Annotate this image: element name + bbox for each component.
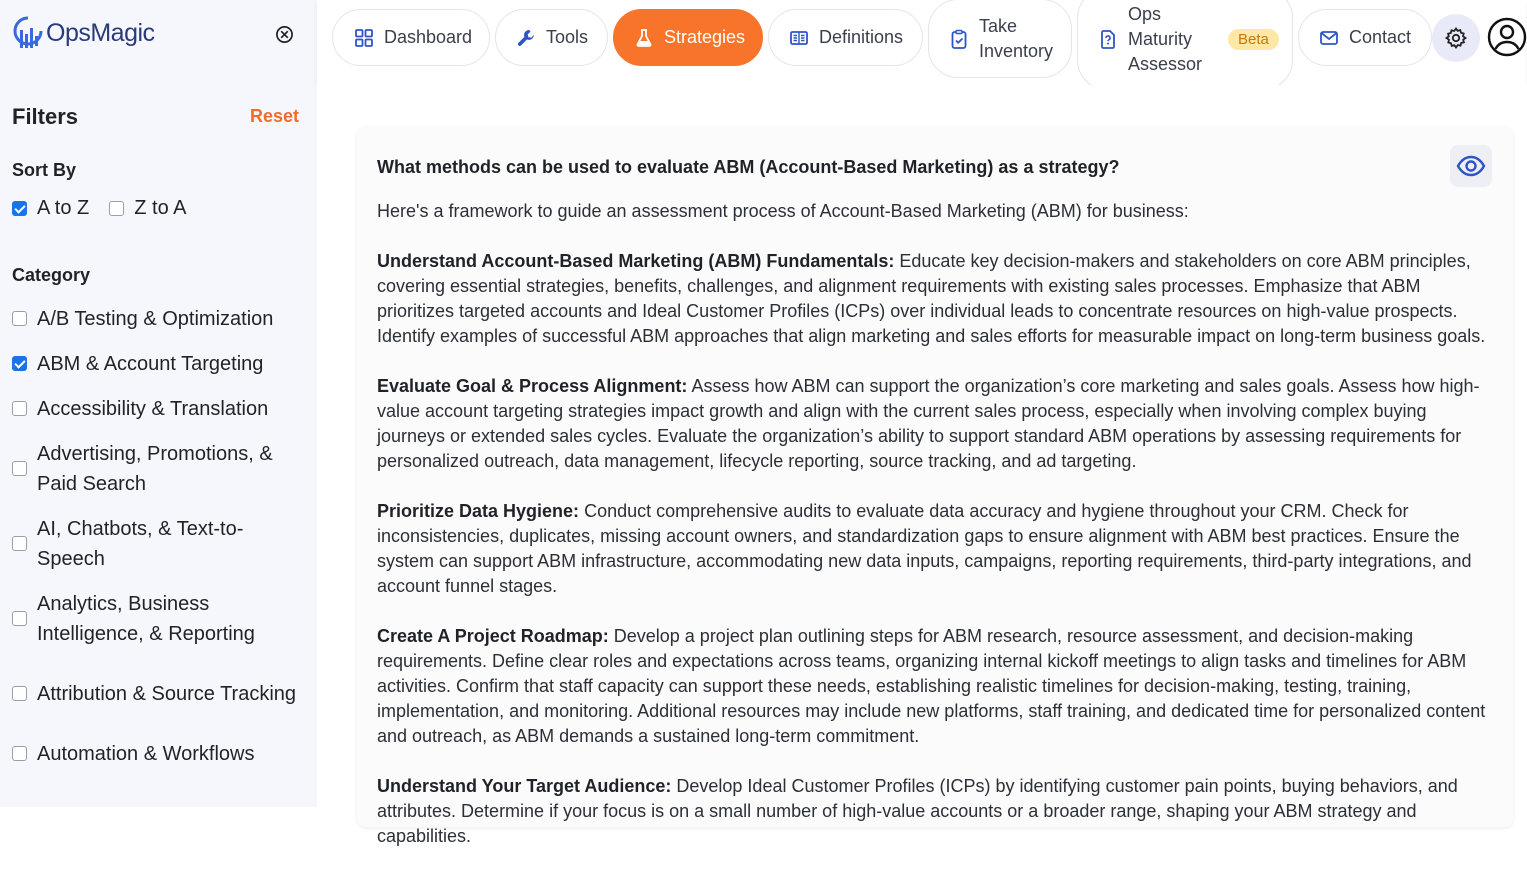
section-body: Educate key decision-makers and stakeholders on core ABM principles, covering essential strategies, benefits, challenges, and alignment requirements with existing sales processes. Emphasize that ABM prioritizes targeted accounts and Ideal Customer Profiles (ICPs) over individual leads to concentrate resources on high-value prospects. Identify examples of successful ABM approaches that align marketing and sales efforts for measurable impact on long-term business goals. [377,251,1486,346]
section-body: Conduct comprehensive audits to evaluate data accuracy and hygiene throughout your CRM. Check for inconsistencies, duplicates, missing account owners, and standardization gaps to ensure alignment with ABM best practices. Ensure the system can support ABM infrastructure, accommodating new data inputs, campaigns, reporting requirements, third-party integrations, and account funnel stages. [377,501,1472,596]
sort-option-z-to-a[interactable] [109,197,186,220]
category-item-accessibility[interactable] [12,386,302,431]
section-body: Assess how ABM can support the organization’s core marketing and sales goals. Assess how high-value account targeting strategies impact growth and align with the current sales process, especially when involving complex buying journeys or extended sales cycles. Evaluate the organization’s ability to support standard ABM operations by assessing requirements for personalized outreach, data management, lifecycle reporting, source tracking, and ad targeting. [377,376,1480,471]
nav-label: Strategies [664,27,746,47]
sort-z-to-a-checkbox[interactable] [109,201,124,216]
answer-section [377,374,1493,474]
top-nav-bar [317,0,1526,85]
category-item-abm[interactable] [12,341,302,386]
nav-tools-button[interactable] [495,9,608,66]
nav-take-inventory-button[interactable] [928,0,1072,78]
category-item-ab-testing[interactable] [12,296,302,341]
section-heading: Understand Your Target Audience: [377,776,672,796]
category-item-ai-chatbots[interactable] [12,506,302,581]
strategy-question: What methods can be used to evaluate ABM (Account-Based Marketing) as a strategy? [377,157,1120,177]
nav-label: Contact [1349,27,1412,47]
nav-dashboard-button[interactable] [332,9,490,66]
eye-icon [1456,155,1486,177]
category-checkbox[interactable] [12,461,27,476]
main-content [317,85,1526,846]
answer-section [377,249,1493,349]
reset-filters-link[interactable]: Reset [250,106,300,126]
category-checkbox[interactable] [12,611,27,626]
section-body: Develop a project plan outlining steps for ABM research, resource assessment, and decision-making requirements. Define clear roles and expectations across teams, organizing internal kickoff meetings to align tasks and timelines for ABM activities. Confirm that staff capacity can support these needs, establishing realistic timelines for decision-making, testing, training, implementation, and monitoring. Additional resources may include new platforms, staff training, and dedicated time for personalized content and outreach, as ABM demands a sustained long-term commitment. [377,626,1486,746]
section-heading: Prioritize Data Hygiene: [377,501,580,521]
answer-section [377,499,1493,599]
grid-icon [354,28,374,48]
category-checkbox[interactable] [12,686,27,701]
beta-badge: Beta [1228,29,1279,50]
category-item-advertising[interactable] [12,431,302,506]
strategy-answer [377,199,1493,874]
sort-options [12,197,207,220]
answer-section [377,624,1493,749]
category-item-automation[interactable] [12,731,302,776]
settings-button[interactable] [1432,14,1480,62]
filters-heading: Filters [12,104,79,129]
logo-mark-icon [13,16,43,50]
sort-by-heading: Sort By [12,160,77,180]
section-heading: Evaluate Goal & Process Alignment: [377,376,688,396]
nav-label: Dashboard [384,27,473,47]
section-body: Develop Ideal Customer Profiles (ICPs) by identifying customer pain points, buying behaviors, and attributes. Determine if your focus is on a small number of high-value accounts or a broader range, shaping your ABM strategy and capabilities. [377,776,1458,846]
answer-section [377,774,1493,849]
category-item-analytics[interactable] [12,581,302,656]
close-sidebar-icon[interactable] [275,25,294,44]
nav-strategies-button[interactable] [613,9,763,66]
logo-text: OpsMagic [46,18,155,47]
flask-icon [634,28,654,48]
opsmagic-logo[interactable] [13,16,155,50]
category-checkbox[interactable] [12,746,27,761]
nav-label: Take Inventory [979,15,1054,61]
nav-definitions-button[interactable] [768,9,923,66]
nav-contact-button[interactable] [1298,9,1432,66]
book-icon [789,28,809,48]
doc-question-icon [1098,29,1118,49]
category-label: AI, Chatbots, & Text-to-Speech [37,517,244,570]
nav-label: Definitions [819,27,904,47]
filter-sidebar [0,0,317,807]
nav-label: Tools [546,27,589,47]
sort-option-a-to-z[interactable] [12,197,89,220]
answer-intro: Here's a framework to guide an assessment process of Account-Based Marketing (ABM) for business: [377,201,1189,221]
gear-icon [1444,26,1468,50]
nav-ops-maturity-assessor-button[interactable] [1077,0,1293,90]
category-heading: Category [12,265,91,285]
category-label: Attribution & Source Tracking [37,682,297,705]
wrench-icon [516,28,536,48]
category-label: Analytics, Business Intelligence, & Reporting [37,592,255,645]
clipboard-check-icon [949,29,969,49]
category-item-attribution[interactable] [12,656,302,731]
section-heading: Create A Project Roadmap: [377,626,609,646]
view-toggle-button[interactable] [1450,145,1492,187]
category-label: Advertising, Promotions, & Paid Search [37,442,273,495]
sort-a-to-z-checkbox[interactable] [12,201,27,216]
category-label: Automation & Workflows [37,742,255,765]
category-checkbox[interactable] [12,401,27,416]
sort-option-label: A to Z [37,197,90,219]
nav-label: Ops Maturity Assessor [1128,3,1203,74]
user-avatar-icon[interactable] [1487,17,1527,57]
category-list [12,296,302,776]
mail-icon [1319,28,1339,48]
category-checkbox[interactable] [12,356,27,371]
category-checkbox[interactable] [12,536,27,551]
category-label: ABM & Account Targeting [37,352,264,375]
section-heading: Understand Account-Based Marketing (ABM) Fundamentals: [377,251,895,271]
sort-option-label: Z to A [134,197,187,219]
category-checkbox[interactable] [12,311,27,326]
strategy-card [357,127,1513,846]
category-label: Accessibility & Translation [37,397,269,420]
category-label: A/B Testing & Optimization [37,307,274,330]
